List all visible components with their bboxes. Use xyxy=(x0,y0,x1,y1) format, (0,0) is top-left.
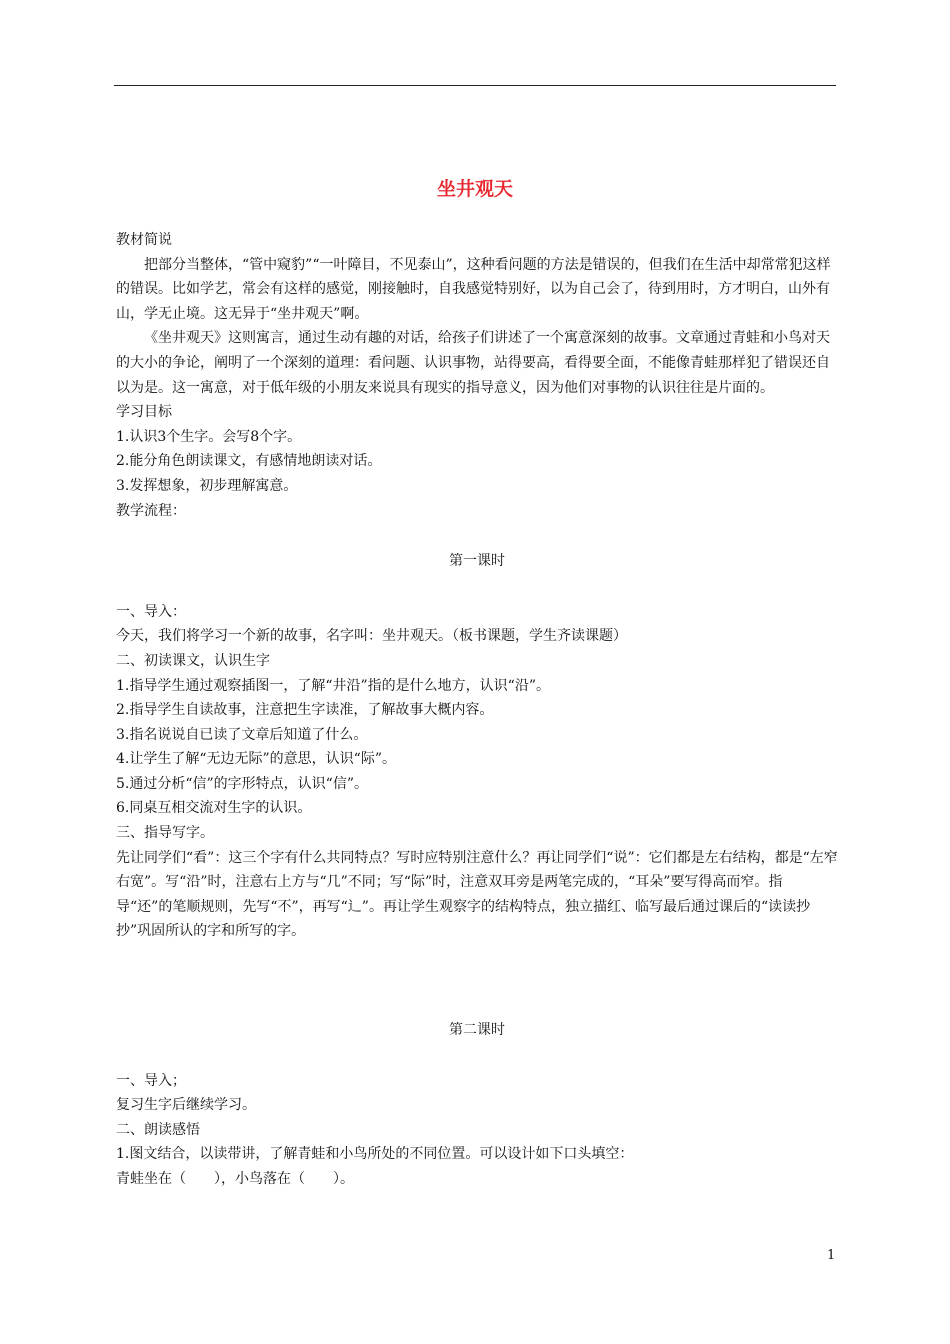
page-number: 1 xyxy=(827,1248,836,1263)
lesson2-line: 复习生字后继续学习。 xyxy=(116,1097,256,1114)
lesson1-line: 三、指导写字。 xyxy=(116,825,214,842)
document-title: 坐井观天 xyxy=(436,178,513,200)
goal-item-2: 2.能分角色朗读课文，有感情地朗读对话。 xyxy=(116,453,382,470)
lesson1-line: 二、初读课文，认识生字 xyxy=(116,652,270,669)
lesson2-line: 1.图文结合，以读带讲，了解青蛙和小鸟所处的不同位置。可以设计如下口头填空： xyxy=(116,1146,634,1163)
lesson1-paragraph: 先让同学们“看”：这三个字有什么共同特点？写时应特别注意什么？再让同学们“说”：它们都是左右结构，都是“左窄右宽”。写“沿”时，注意右上方与“几”不同；写“际”时，注意双耳旁是两笔完成的，“耳朵”要写得高而窄。指导“还”的笔顺规则，先写“不”，再写“辶”。再让学生观察字的结构特点，独立描红、临写最后通过课后的“读读抄抄”巩固所认的字和所写的字。 xyxy=(116,849,838,940)
intro-paragraph-1: 把部分当整体，“管中窥豹”“一叶障目，不见泰山”，这种看问题的方法是错误的，但我们在生活中却常常犯这样的错误。比如学艺，常会有这样的感觉，刚接触时，自我感觉特别好，以为自己会了，待到用时，方才明白，山外有山，学无止境。这无异于“坐井观天”啊。 xyxy=(116,256,831,322)
lesson1-line: 1.指导学生通过观察插图一，了解“井沿”指的是什么地方，认识“沿”。 xyxy=(116,677,550,694)
lesson1-line: 5.通过分析“信”的字形特点，认识“信”。 xyxy=(116,775,368,792)
goal-item-1: 1.认识3个生字。会写8个字。 xyxy=(116,428,302,445)
lesson1-line: 今天，我们将学习一个新的故事，名字叫：坐井观天。（板书课题，学生齐读课题） xyxy=(116,628,627,645)
intro-paragraph-2: 《坐井观天》这则寓言，通过生动有趣的对话，给孩子们讲述了一个寓意深刻的故事。文章通过青蛙和小鸟对天的大小的争论，阐明了一个深刻的道理：看问题、认识事物，站得要高，看得要全面，不能像青蛙那样犯了错误还自以为是。这一寓意，对于低年级的小朋友来说具有现实的指导意义，因为他们对事物的认识往往是片面的。 xyxy=(116,330,830,396)
lesson1-heading: 第一课时 xyxy=(449,553,505,570)
intro-heading: 教材简说 xyxy=(116,232,172,248)
lesson2-line: 二、朗读感悟 xyxy=(116,1121,200,1138)
header-rule xyxy=(114,85,836,86)
lesson2-line: 一、导入； xyxy=(116,1072,186,1089)
lesson1-line: 一、导入： xyxy=(116,603,186,620)
lesson2-line: 青蛙坐在（ ），小鸟落在（ ）。 xyxy=(116,1171,354,1187)
lesson1-line: 2.指导学生自读故事，注意把生字读准，了解故事大概内容。 xyxy=(116,702,494,719)
process-heading: 教学流程： xyxy=(116,502,186,519)
lesson1-line: 6.同桌互相交流对生字的认识。 xyxy=(116,800,312,817)
goal-item-3: 3.发挥想象，初步理解寓意。 xyxy=(116,477,298,494)
lesson2-heading: 第二课时 xyxy=(449,1022,505,1039)
lesson1-line: 4.让学生了解“无边无际”的意思，认识“际”。 xyxy=(116,751,396,768)
document-body xyxy=(116,228,838,1192)
lesson1-line: 3.指名说说自已读了文章后知道了什么。 xyxy=(116,726,368,743)
goals-heading: 学习目标 xyxy=(116,404,172,421)
